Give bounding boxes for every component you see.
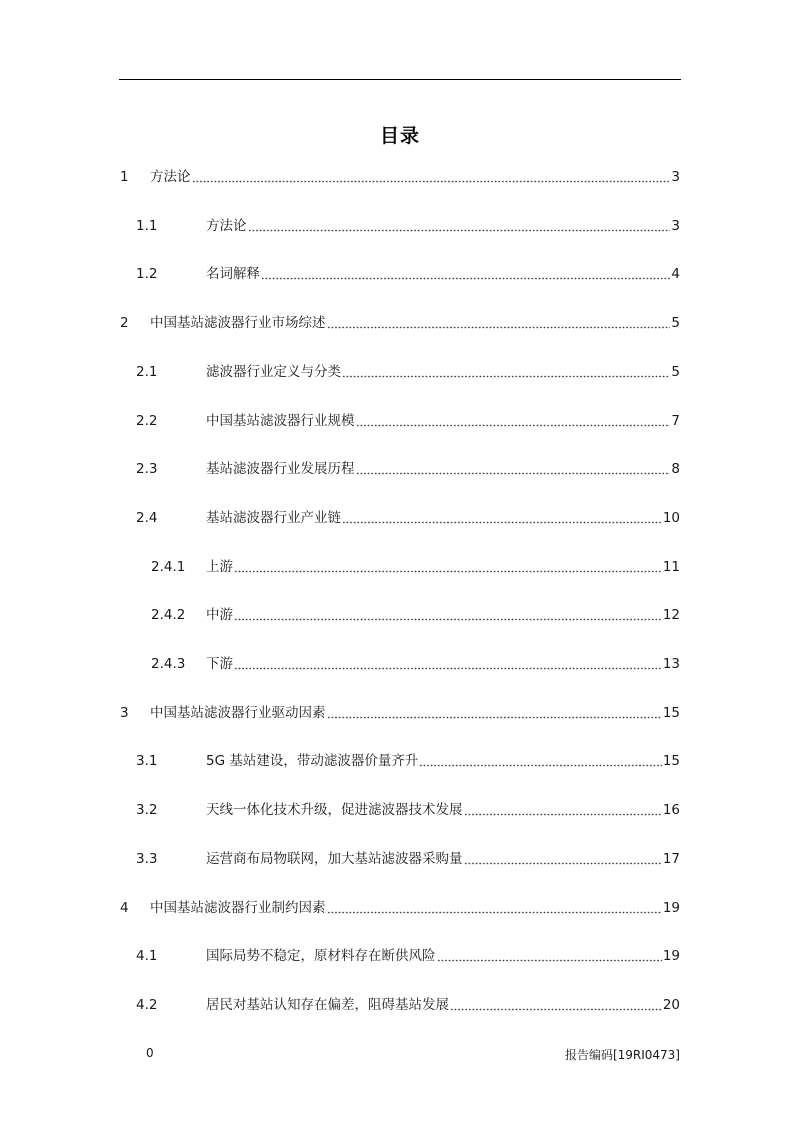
toc-entry-page: 3 bbox=[671, 217, 680, 234]
toc-entry-number: 2.4.3 bbox=[151, 656, 186, 672]
toc-entry-number: 3 bbox=[120, 704, 129, 721]
dot-leader bbox=[342, 368, 670, 378]
dot-leader bbox=[356, 465, 671, 475]
toc-entry[interactable] bbox=[120, 653, 680, 675]
toc-entry-number: 1.1 bbox=[136, 217, 158, 234]
toc-entry-number: 3.1 bbox=[136, 753, 158, 770]
toc-entry-number: 2.1 bbox=[136, 363, 158, 380]
toc-entry-number: 4 bbox=[120, 899, 129, 916]
toc-entry-title: 中国基站滤波器行业市场综述 bbox=[150, 315, 326, 332]
toc-entry-page: 5 bbox=[671, 315, 680, 332]
dot-leader bbox=[327, 319, 671, 329]
toc-entry-number: 3.2 bbox=[136, 802, 158, 819]
toc-entry-title: 基站滤波器行业发展历程 bbox=[206, 461, 355, 478]
toc-entry-page: 13 bbox=[662, 656, 680, 672]
toc-entry-title: 运营商布局物联网，加大基站滤波器采购量 bbox=[206, 850, 463, 867]
dot-leader bbox=[327, 709, 662, 719]
toc-entry-title: 中游 bbox=[206, 607, 233, 624]
toc-entry-page: 3 bbox=[671, 169, 680, 185]
toc-entry-page: 16 bbox=[662, 802, 680, 819]
toc-entry-number: 3.3 bbox=[136, 850, 158, 867]
toc-entry[interactable] bbox=[120, 215, 680, 237]
toc-entry-title: 方法论 bbox=[206, 217, 247, 234]
toc-entry-title: 天线一体化技术升级，促进滤波器技术发展 bbox=[206, 802, 463, 819]
toc-entry-number: 2.3 bbox=[136, 461, 158, 478]
dot-leader bbox=[234, 660, 662, 670]
toc-entry-number: 2.4.2 bbox=[151, 607, 186, 624]
dot-leader bbox=[192, 173, 671, 183]
toc-entry-page: 10 bbox=[662, 509, 680, 526]
toc-entry-page: 15 bbox=[662, 753, 680, 770]
dot-leader bbox=[261, 270, 670, 280]
toc-entry-page: 7 bbox=[671, 412, 680, 429]
toc-entry-number: 4.1 bbox=[136, 948, 158, 965]
toc-entry[interactable] bbox=[120, 897, 680, 919]
toc-entry[interactable] bbox=[120, 556, 680, 578]
toc-entry[interactable] bbox=[120, 263, 680, 285]
toc-entry-title: 居民对基站认知存在偏差，阻碍基站发展 bbox=[206, 996, 449, 1013]
toc-entry-title: 中国基站滤波器行业规模 bbox=[206, 412, 355, 429]
toc-entry-number: 2.4.1 bbox=[151, 558, 186, 575]
toc-entry-title: 方法论 bbox=[150, 169, 191, 185]
toc-entry-page: 12 bbox=[662, 607, 680, 624]
dot-leader bbox=[464, 806, 662, 816]
toc-entry-title: 基站滤波器行业产业链 bbox=[206, 509, 341, 526]
toc-entry-title: 滤波器行业定义与分类 bbox=[206, 363, 341, 380]
dot-leader bbox=[327, 904, 662, 914]
toc-entry[interactable] bbox=[120, 166, 680, 188]
toc-entry-page: 19 bbox=[662, 899, 680, 916]
toc-entry[interactable] bbox=[120, 799, 680, 821]
toc-entry-title: 国际局势不稳定，原材料存在断供风险 bbox=[206, 948, 436, 965]
header-rule bbox=[119, 79, 681, 80]
dot-leader bbox=[342, 514, 662, 524]
toc-entry[interactable] bbox=[120, 507, 680, 529]
dot-leader bbox=[419, 757, 661, 767]
toc-entry-title: 名词解释 bbox=[206, 266, 260, 283]
toc-entry-number: 1 bbox=[120, 169, 129, 185]
footer-report-code: 报告编码[19RI0473] bbox=[564, 1048, 680, 1062]
toc-entry[interactable] bbox=[120, 361, 680, 383]
toc-entry-page: 4 bbox=[671, 266, 680, 283]
toc-entry-title: 中国基站滤波器行业驱动因素 bbox=[150, 704, 326, 721]
toc-entry[interactable] bbox=[120, 410, 680, 432]
dot-leader bbox=[464, 855, 662, 865]
toc-entry[interactable] bbox=[120, 945, 680, 967]
toc-entry-title: 下游 bbox=[206, 656, 233, 672]
toc-entry-title: 5G 基站建设，带动滤波器价量齐升 bbox=[206, 753, 419, 770]
toc-entry-page: 15 bbox=[662, 704, 680, 721]
toc-entry-number: 2 bbox=[120, 315, 129, 332]
toc-entry-page: 5 bbox=[671, 363, 680, 380]
toc-entry-page: 11 bbox=[662, 558, 680, 575]
footer-page-number: 0 bbox=[146, 1046, 154, 1060]
toc-entry-page: 17 bbox=[662, 850, 680, 867]
dot-leader bbox=[234, 563, 662, 573]
toc-entry[interactable] bbox=[120, 702, 680, 724]
toc-entry[interactable] bbox=[120, 750, 680, 772]
toc-entry-page: 19 bbox=[662, 948, 680, 965]
toc-entry-number: 1.2 bbox=[136, 266, 158, 283]
toc-entry[interactable] bbox=[120, 848, 680, 870]
dot-leader bbox=[248, 222, 671, 232]
toc-entry-number: 4.2 bbox=[136, 996, 158, 1013]
toc-entry-number: 2.4 bbox=[136, 509, 158, 526]
toc-entry[interactable] bbox=[120, 312, 680, 334]
toc-entry[interactable] bbox=[120, 458, 680, 480]
toc-entry[interactable] bbox=[120, 994, 680, 1016]
dot-leader bbox=[356, 417, 671, 427]
toc-entry[interactable] bbox=[120, 604, 680, 626]
dot-leader bbox=[450, 1001, 662, 1011]
toc-entry-title: 中国基站滤波器行业制约因素 bbox=[150, 899, 326, 916]
dot-leader bbox=[234, 611, 662, 621]
toc-entry-title: 上游 bbox=[206, 558, 233, 575]
toc-entry-page: 8 bbox=[671, 461, 680, 478]
toc-entry-page: 20 bbox=[662, 996, 680, 1013]
toc-title: 目录 bbox=[379, 125, 420, 147]
toc-entry-number: 2.2 bbox=[136, 412, 158, 429]
dot-leader bbox=[437, 952, 662, 962]
